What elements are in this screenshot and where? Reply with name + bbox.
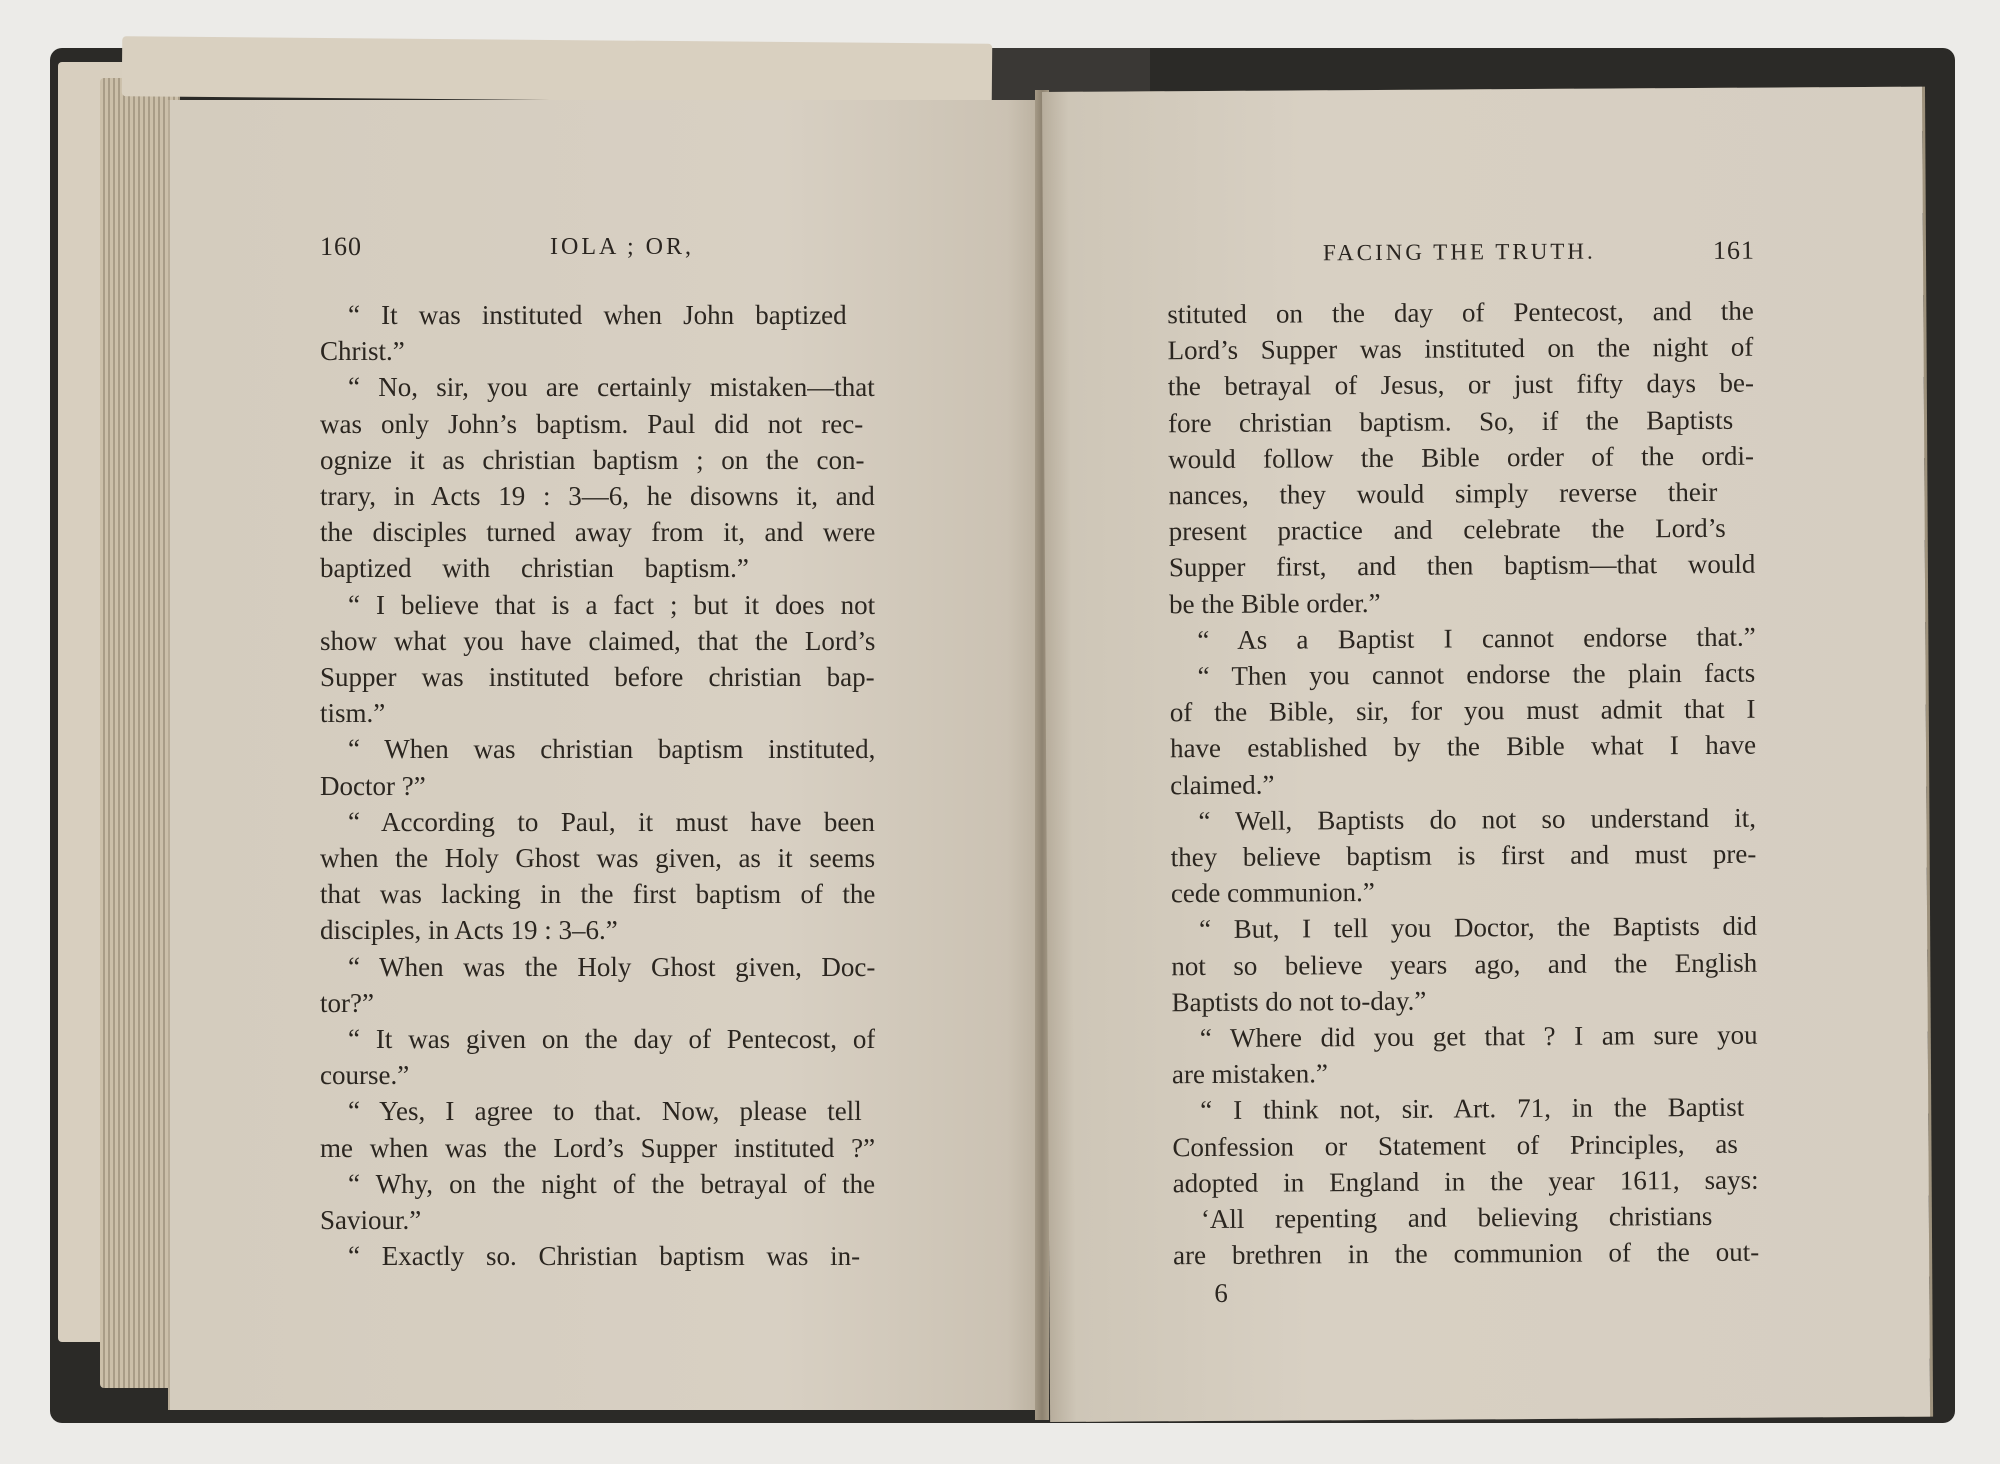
left-running-head: IOLA ; OR,: [550, 234, 694, 260]
text-line: show what you have claimed, that the Lord’s: [320, 625, 875, 656]
text-line: Doctor ?”: [320, 770, 426, 801]
text-line: baptized with christian baptism.”: [320, 553, 749, 584]
page-edges: [100, 78, 180, 1388]
text-line: ‘All repenting and believing christians: [1200, 1201, 1713, 1235]
text-line: course.”: [320, 1060, 410, 1091]
text-line: when the Holy Ghost was given, as it seems: [320, 843, 875, 874]
text-line: “ Well, Baptists do not so understand it,: [1198, 802, 1757, 836]
text-line: “ Where did you get that ? I am sure you: [1199, 1019, 1758, 1054]
text-line: Supper was instituted before christian bap-: [320, 662, 875, 693]
text-line: Saviour.”: [320, 1205, 422, 1236]
text-line: would follow the Bible order of the ordi-: [1168, 440, 1754, 475]
text-line: me when was the Lord’s Supper instituted ?”: [320, 1132, 875, 1163]
text-line: “ I believe that is a fact ; but it does not: [348, 589, 875, 620]
text-line: be the Bible order.”: [1169, 587, 1381, 619]
text-line: “ It was given on the day of Pentecost, of: [348, 1024, 875, 1055]
text-line: cede communion.”: [1170, 877, 1375, 909]
right-page-number: 161: [1712, 235, 1756, 265]
page-block-top: [122, 36, 992, 104]
text-line: trary, in Acts 19 : 3—6, he disowns it, and: [320, 481, 875, 512]
text-line: “ Why, on the night of the betrayal of the: [348, 1168, 875, 1199]
text-line: fore christian baptism. So, if the Baptists: [1167, 404, 1734, 438]
text-line: Confession or Statement of Principles, as: [1172, 1128, 1738, 1162]
left-page-number: 160: [320, 232, 362, 261]
text-line: “ No, sir, you are certainly mistaken—that: [348, 372, 875, 403]
text-line: was only John’s baptism. Paul did not rec-: [320, 408, 864, 439]
right-running-head: FACING THE TRUTH.: [1322, 238, 1596, 266]
right-page-text: [1167, 293, 1759, 1274]
text-line: ognize it as christian baptism ; on the con-: [320, 444, 865, 475]
text-line: “ Exactly so. Christian baptism was in-: [348, 1241, 861, 1272]
text-line: disciples, in Acts 19 : 3–6.”: [320, 915, 618, 946]
text-line: the betrayal of Jesus, or just fifty days be-: [1167, 368, 1754, 402]
text-line: “ But, I tell you Doctor, the Baptists did: [1199, 911, 1758, 945]
signature-mark: 6: [1214, 1277, 1228, 1308]
text-line: adopted in England in the year 1611, says:: [1172, 1164, 1759, 1199]
text-line: “ When was the Holy Ghost given, Doc-: [348, 951, 875, 982]
text-line: tor?”: [320, 987, 374, 1018]
text-line: “ It was instituted when John baptized: [348, 300, 847, 330]
text-line: are mistaken.”: [1171, 1058, 1329, 1090]
text-line: present practice and celebrate the Lord’s: [1168, 513, 1726, 547]
text-line: “ As a Baptist I cannot endorse that.”: [1197, 621, 1756, 655]
left-page-text: [320, 297, 875, 1274]
text-line: are brethren in the communion of the out-: [1173, 1236, 1760, 1271]
text-line: that was lacking in the first baptism of the: [320, 879, 875, 910]
text-line: Lord’s Supper was instituted on the night of: [1167, 331, 1754, 366]
text-line: stituted on the day of Pentecost, and the: [1167, 295, 1754, 330]
text-line: the disciples turned away from it, and were: [320, 517, 875, 548]
text-line: nances, they would simply reverse their: [1168, 476, 1718, 511]
text-line: claimed.”: [1170, 769, 1275, 800]
left-page: [170, 100, 1042, 1410]
text-line: Baptists do not to-day.”: [1171, 985, 1427, 1018]
text-line: Christ.”: [320, 336, 405, 367]
text-line: “ Yes, I agree to that. Now, please tell: [348, 1096, 862, 1127]
text-line: Supper first, and then baptism—that would: [1168, 549, 1756, 583]
text-line: tism.”: [320, 698, 386, 729]
text-line: “ Then you cannot endorse the plain facts: [1197, 657, 1756, 692]
text-line: “ When was christian baptism instituted,: [348, 734, 875, 765]
text-line: they believe baptism is first and must pre-: [1170, 838, 1757, 873]
text-line: of the Bible, sir, for you must admit that I: [1169, 693, 1756, 728]
text-line: “ According to Paul, it must have been: [348, 806, 875, 837]
text-line: have established by the Bible what I have: [1169, 730, 1757, 764]
text-line: “ I think not, sir. Art. 71, in the Baptist: [1200, 1092, 1745, 1126]
right-page: [1042, 87, 1930, 1422]
text-line: not so believe years ago, and the English: [1171, 947, 1758, 981]
